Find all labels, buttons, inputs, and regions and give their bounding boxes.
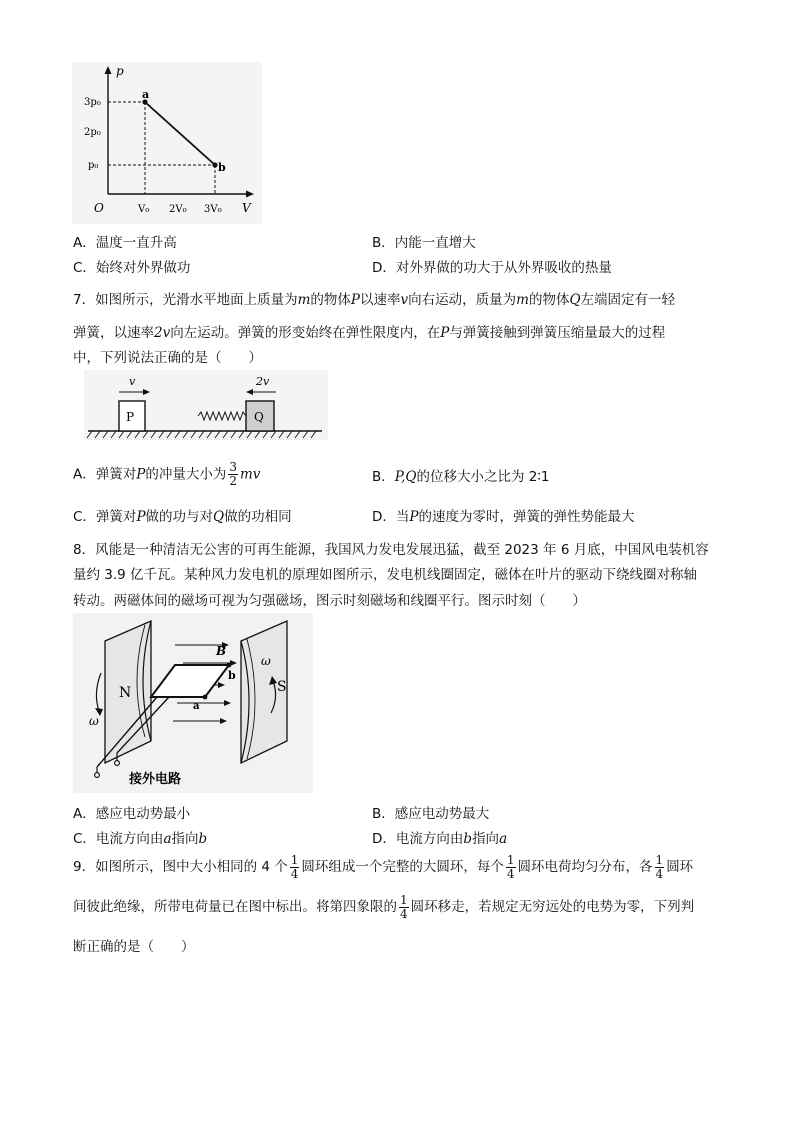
p-axis-label: p — [116, 64, 124, 78]
coil-label-a: a — [193, 701, 200, 712]
q8-stem-line2: 量约 3.9 亿千瓦。某种风力发电机的原理如图所示，发电机线圈固定，磁体在叶片的驱动下绕线圈对称轴 — [73, 567, 698, 583]
origin-label: O — [94, 201, 104, 215]
velocity-label-v: v — [129, 375, 136, 388]
q9-stem-line3: 断正确的是（ ） — [73, 939, 195, 955]
q6-option-d: D．对外界做的功大于从外界吸收的热量 — [372, 260, 612, 276]
magnet-n-label: N — [119, 685, 132, 701]
x-tick-3v0: 3V₀ — [204, 204, 222, 215]
field-label-b: B — [216, 644, 227, 658]
y-tick-p0: p₀ — [88, 160, 99, 171]
q8-option-b: B．感应电动势最大 — [372, 806, 490, 822]
block-q-label: Q — [254, 410, 264, 424]
magnet-s-label: S — [277, 679, 287, 695]
block-p-label: P — [126, 410, 135, 424]
point-b-label: b — [218, 161, 226, 174]
q9-stem-line2: 间彼此绝缘，所带电荷量已在图中标出。将第四象限的 $\frac{1}{4}$ 圆环移走，若规定无穷远处的电势为零，下列判 — [73, 892, 695, 921]
q6-option-a: A．温度一直升高 — [73, 235, 177, 251]
velocity-label-2v: 2v — [256, 375, 270, 388]
q7-option-b: B．P,Q的位移大小之比为 2∶1 — [372, 469, 550, 485]
fraction-3-2: $\frac{3}{2}$ — [229, 460, 237, 488]
q7-option-c: C．弹簧对P做的功与对Q做的功相同 — [73, 509, 292, 525]
generator-figure — [73, 613, 313, 793]
q6-option-c: C．始终对外界做功 — [73, 260, 191, 276]
point-b — [212, 162, 217, 167]
y-tick-2p0: 2p₀ — [84, 127, 101, 138]
y-tick-3p0: 3p₀ — [84, 97, 101, 108]
q7-option-a: A．弹簧对P的冲量大小为 $\frac{3}{2}$ mv — [73, 460, 261, 488]
x-tick-2v0: 2V₀ — [169, 204, 187, 215]
q8-stem-line1: 8．风能是一种清洁无公害的可再生能源，我国风力发电发展迅猛，截至 2023 年 6 月底，中国风电装机容 — [73, 542, 709, 558]
q6-option-b: B．内能一直增大 — [372, 235, 476, 251]
q8-option-d: D．电流方向由b指向a — [372, 831, 508, 847]
q9-stem-line1: 9．如图所示，图中大小相同的 4 个 $\frac{1}{4}$ 圆环组成一个完整的大圆环，每个 $\frac{1}{4}$ 圆环电荷均匀分布，各 $\frac{1}{4}$ 圆环 — [73, 852, 694, 881]
spring-blocks-figure — [84, 370, 328, 440]
q7-stem-line1: 7．如图所示，光滑水平地面上质量为m的物体P以速率v向右运动，质量为m的物体Q左端固定有一轻 — [73, 292, 676, 308]
pv-graph — [72, 62, 262, 224]
q8-option-c: C．电流方向由a指向b — [73, 831, 208, 847]
coil-corner-b — [227, 663, 232, 668]
q7-option-d: D．当P的速度为零时，弹簧的弹性势能最大 — [372, 509, 635, 525]
circuit-label: 接外电路 — [129, 772, 182, 787]
q8-option-a: A．感应电动势最小 — [73, 806, 191, 822]
x-tick-v0: V₀ — [138, 204, 150, 215]
v-axis-label: V — [242, 201, 251, 215]
coil-label-b: b — [228, 669, 236, 682]
coil-corner-a — [203, 695, 208, 700]
q8-stem-line3: 转动。两磁体间的磁场可视为匀强磁场，图示时刻磁场和线圈平行。图示时刻（ ） — [73, 593, 586, 609]
q7-stem-line2: 弹簧，以速率2v向左运动。弹簧的形变始终在弹性限度内，在P与弹簧接触到弹簧压缩量最大的过程 — [73, 325, 666, 341]
omega-label-left: ω — [89, 714, 99, 728]
q7-stem-line3: 中，下列说法正确的是（ ） — [73, 350, 262, 366]
point-a-label: a — [142, 88, 150, 101]
omega-label-right: ω — [261, 654, 271, 668]
